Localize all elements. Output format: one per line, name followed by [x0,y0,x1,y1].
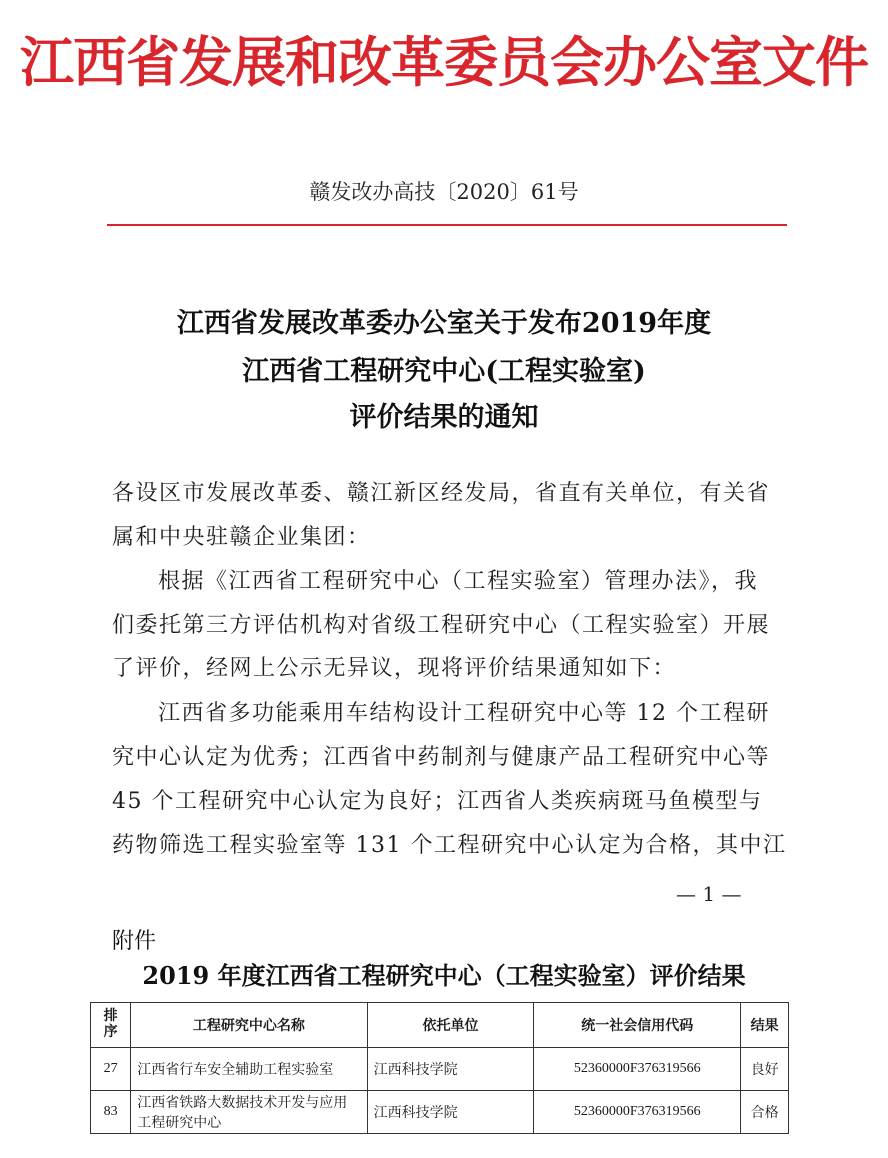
table-row [91,1091,789,1134]
document-header-title: 江西省发展和改革委员会办公室文件 [20,31,868,94]
cell-result: 合格 [741,1091,789,1134]
column-header-unit: 依托单位 [367,1003,534,1048]
notice-title-line-1: 江西省发展改革委办公室关于发布2019年度 [176,308,712,339]
body-line: 根据《江西省工程研究中心（工程实验室）管理办法》，我 [158,569,759,594]
notice-title-line-3: 评价结果的通知 [349,402,539,433]
table-header-row [91,1003,789,1048]
page-number: — 1 — [676,882,742,906]
body-line: 江西省多功能乘用车结构设计工程研究中心等 12 个工程研 [158,701,770,726]
body-line: 究中心认定为优秀；江西省中药制剂与健康产品工程研究中心等 [112,745,771,770]
cell-code: 52360000F376319566 [534,1091,741,1134]
body-line: 45 个工程研究中心认定为良好；江西省人类疾病斑马鱼模型与 [112,789,763,814]
results-table [90,1002,789,1134]
notice-title-line-2: 江西省工程研究中心(工程实验室) [242,356,646,387]
cell-seq: 27 [91,1048,131,1091]
cell-seq: 83 [91,1091,131,1134]
body-line: 们委托第三方评估机构对省级工程研究中心（工程实验室）开展 [112,613,771,638]
cell-name: 江西省行车安全辅助工程实验室 [131,1048,367,1091]
cell-unit: 江西科技学院 [367,1091,534,1134]
results-table-title: 2019 年度江西省工程研究中心（工程实验室）评价结果 [142,961,746,990]
cell-unit: 江西科技学院 [367,1048,534,1091]
body-line: 了评价，经网上公示无异议，现将评价结果通知如下： [112,656,677,681]
table-row [91,1048,789,1091]
document-number: 赣发改办高技〔2020〕61号 [309,180,579,204]
column-header-name: 工程研究中心名称 [131,1003,367,1048]
column-header-seq: 排序 [91,1003,131,1048]
column-header-result: 结果 [741,1003,789,1048]
column-header-code: 统一社会信用代码 [534,1003,741,1048]
red-divider [107,224,787,226]
cell-code: 52360000F376319566 [534,1048,741,1091]
cell-name: 江西省铁路大数据技术开发与应用工程研究中心 [131,1091,367,1134]
body-line: 属和中央驻赣企业集团： [112,525,371,550]
attachment-label: 附件 [112,929,157,954]
body-line: 各设区市发展改革委、赣江新区经发局，省直有关单位，有关省 [112,481,771,506]
body-line: 药物筛选工程实验室等 131 个工程研究中心认定为合格，其中江 [112,833,787,858]
cell-result: 良好 [741,1048,789,1091]
